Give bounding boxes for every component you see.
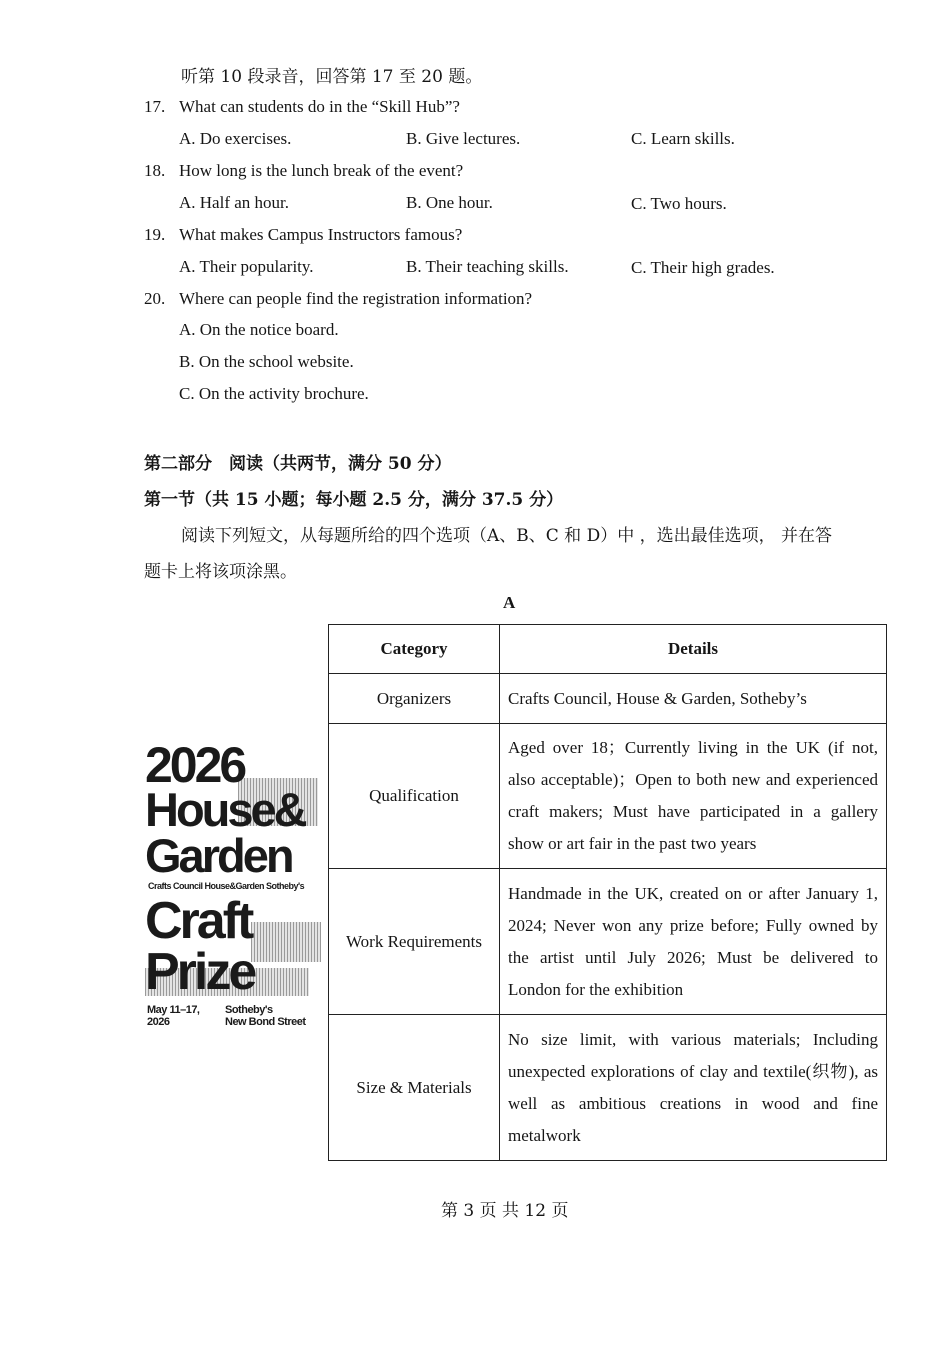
passage-label: A [503, 593, 516, 612]
column-header-details: Details [500, 625, 887, 674]
table-row [329, 674, 887, 724]
table-row [329, 869, 887, 1015]
poster-title-house: House& [145, 783, 305, 836]
question-20-option-b: B. On the school website. [179, 352, 354, 371]
poster-dates-2: 2026 [147, 1016, 170, 1028]
craft-prize-poster [143, 738, 323, 1038]
prize-info-table [328, 624, 887, 1161]
question-20-number: 20. [144, 289, 166, 308]
question-19-number: 19. [144, 225, 166, 244]
poster-dates-1: May 11–17, [147, 1004, 200, 1016]
table-header-row [329, 625, 887, 674]
poster-venue-1: Sotheby's [225, 1004, 273, 1016]
reading-section-title: 第一节（共 15 小题；每小题 2.5 分，满分 37.5 分） [144, 490, 564, 510]
category-cell: Size & Materials [329, 1015, 500, 1161]
question-19-text: What makes Campus Instructors famous? [179, 225, 463, 244]
category-cell: Organizers [329, 674, 500, 724]
question-18-option-b: B. One hour. [406, 193, 493, 212]
question-19-option-a: A. Their popularity. [179, 257, 314, 276]
question-18-number: 18. [144, 161, 166, 180]
details-cell: No size limit, with various materials; Including unexpected explorations of clay and textile(织物), as well as ambitious creations in wood and fine metalwork [500, 1015, 887, 1161]
details-cell: Crafts Council, House & Garden, Sotheby’s [500, 674, 887, 724]
reading-part-title: 第二部分 阅读（共两节，满分 50 分） [144, 454, 452, 474]
question-17-option-a: A. Do exercises. [179, 129, 292, 148]
question-18-option-a: A. Half an hour. [179, 193, 290, 212]
question-18-text: How long is the lunch break of the event? [179, 161, 464, 180]
poster-title-garden: Garden [145, 829, 292, 882]
poster-title-prize: Prize [145, 943, 255, 1001]
poster-title-craft: Craft [145, 892, 252, 950]
question-20-text: Where can people find the registration information? [179, 289, 533, 308]
table-row [329, 1015, 887, 1161]
question-18-option-c: C. Two hours. [631, 194, 727, 213]
question-17-option-c: C. Learn skills. [631, 129, 735, 148]
table-row [329, 724, 887, 869]
reading-instruction-line-2: 题卡上将该项涂黑。 [144, 562, 297, 582]
question-17-number: 17. [144, 97, 166, 116]
listening-instruction: 听第 10 段录音，回答第 17 至 20 题。 [181, 67, 483, 87]
question-19-option-b: B. Their teaching skills. [406, 257, 569, 276]
question-20-option-a: A. On the notice board. [179, 320, 339, 339]
question-17-text: What can students do in the “Skill Hub”? [179, 97, 460, 116]
category-cell: Work Requirements [329, 869, 500, 1015]
category-cell: Qualification [329, 724, 500, 869]
poster-texture [251, 922, 321, 962]
reading-instruction-line-1: 阅读下列短文，从每题所给的四个选项（A、B、C 和 D）中 ，选出最佳选项， 并在答 [181, 526, 833, 546]
column-header-category: Category [329, 625, 500, 674]
details-cell: Handmade in the UK, created on or after January 1, 2024; Never won any prize before; Fully owned by the artist until July 2026; Must be delivered to London for the exhibition [500, 869, 887, 1015]
page-number: 第 3 页 共 12 页 [441, 1201, 569, 1221]
question-17-option-b: B. Give lectures. [406, 129, 521, 148]
poster-venue-2: New Bond Street [225, 1016, 306, 1028]
question-20-option-c: C. On the activity brochure. [179, 384, 369, 403]
poster-year: 2026 [145, 737, 245, 793]
question-19-option-c: C. Their high grades. [631, 258, 775, 277]
details-cell: Aged over 18；Currently living in the UK (if not, also acceptable)；Open to both new and experienced craft makers; Must have participated in a gallery show or art fair in the past two years [500, 724, 887, 869]
poster-sponsors: Crafts Council House&Garden Sotheby's [148, 881, 305, 891]
